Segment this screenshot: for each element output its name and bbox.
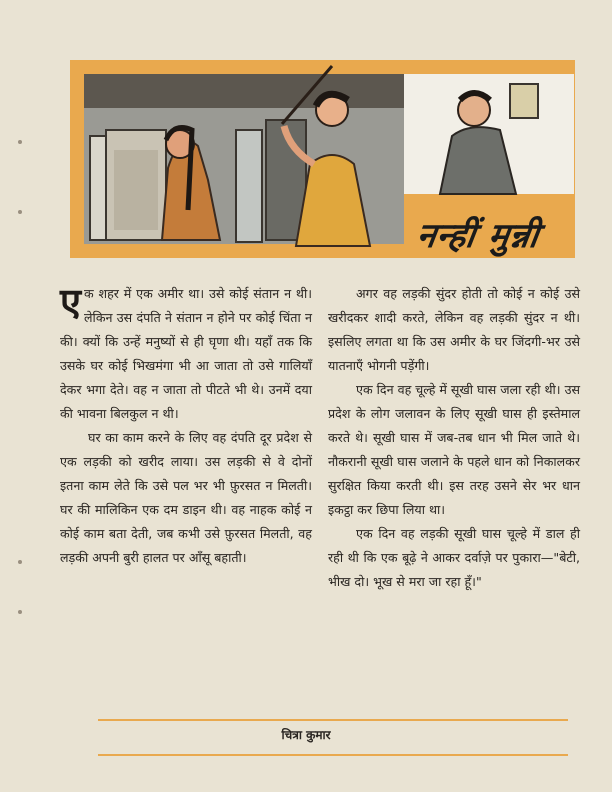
doorway-view [114,150,158,230]
left-door [90,136,106,240]
paragraph: एक दिन वह लड़की सूखी घास चूल्हे में डाल ही रही थी कि एक बूढ़े ने आकर दर्वाज़े पर पुकारा—"बेटी, भीख दो। भूख से मरा जा रहा हूँ।" [328,526,580,589]
page-dot [18,210,22,214]
footer-rule [98,719,568,721]
footer-rule [98,754,568,756]
left-column [60,282,312,570]
page-dot [18,610,22,614]
ceiling [84,74,404,108]
story-body [60,282,586,702]
drop-cap: ए [60,280,82,324]
paragraph [60,282,312,426]
wall-portrait [510,84,538,118]
paragraph: अगर वह लड़की सुंदर होती तो कोई न कोई उसे खरीदकर शादी करते, लेकिन वह लड़की सुंदर न थी। इसलिए लगता था कि उस अमीर के घर जिंदगी-भर उसे यातनाएँ भोगनी पड़ेंगी। [328,286,580,373]
open-door [236,130,262,242]
paragraph: एक दिन वह चूल्हे में सूखी घास जला रही थी। उस प्रदेश के लोग जलावन के लिए सूखी घास ही इस्तेमाल करते थे। सूखी घास में जब-तब धान भी मिल जाते थे। नौकरानी सूखी घास जलाने के पहले धान को निकालकर सुरक्षित किया करती थी। इस तरह उसने सेर भर धान इकट्ठा कर छिपा लिया था। [328,382,580,517]
artist-credit: चित्रा कुमार [281,728,331,742]
paragraph-text: क शहर में एक अमीर था। उसे कोई संतान न थी। लेकिन उस दंपति ने संतान न होने पर कोई चिंता न की। क्यों कि उन्हें मनुष्यों से ही घृणा थी। यहाँ तक कि उसके घर कोई भिखमंगा भी आ जाता तो उसे गालियाँ देकर भगा देते। वह न जाता तो पीटते भी थे। उनमें दया की भावना बिलकुल न थी। [60,286,312,421]
story-title: नन्हीं मुन्नी [414,216,542,256]
paragraph: घर का काम करने के लिए वह दंपति दूर प्रदेश से एक लड़की को खरीद लाया। उस लड़की से वे दोनों इतना काम लेते कि उसे पल भर भी फ़ुरसत न मिलती। घर की मालिकिन एक दम डाइन थी। वह नाहक कोई न कोई काम बता देती, जब कभी उसे फ़ुरसत मिलती, वह लड़की अपनी बुरी हालत पर आँसू बहाती। [60,430,312,565]
page-dot [18,560,22,564]
page-dot [18,140,22,144]
right-column [328,282,580,594]
